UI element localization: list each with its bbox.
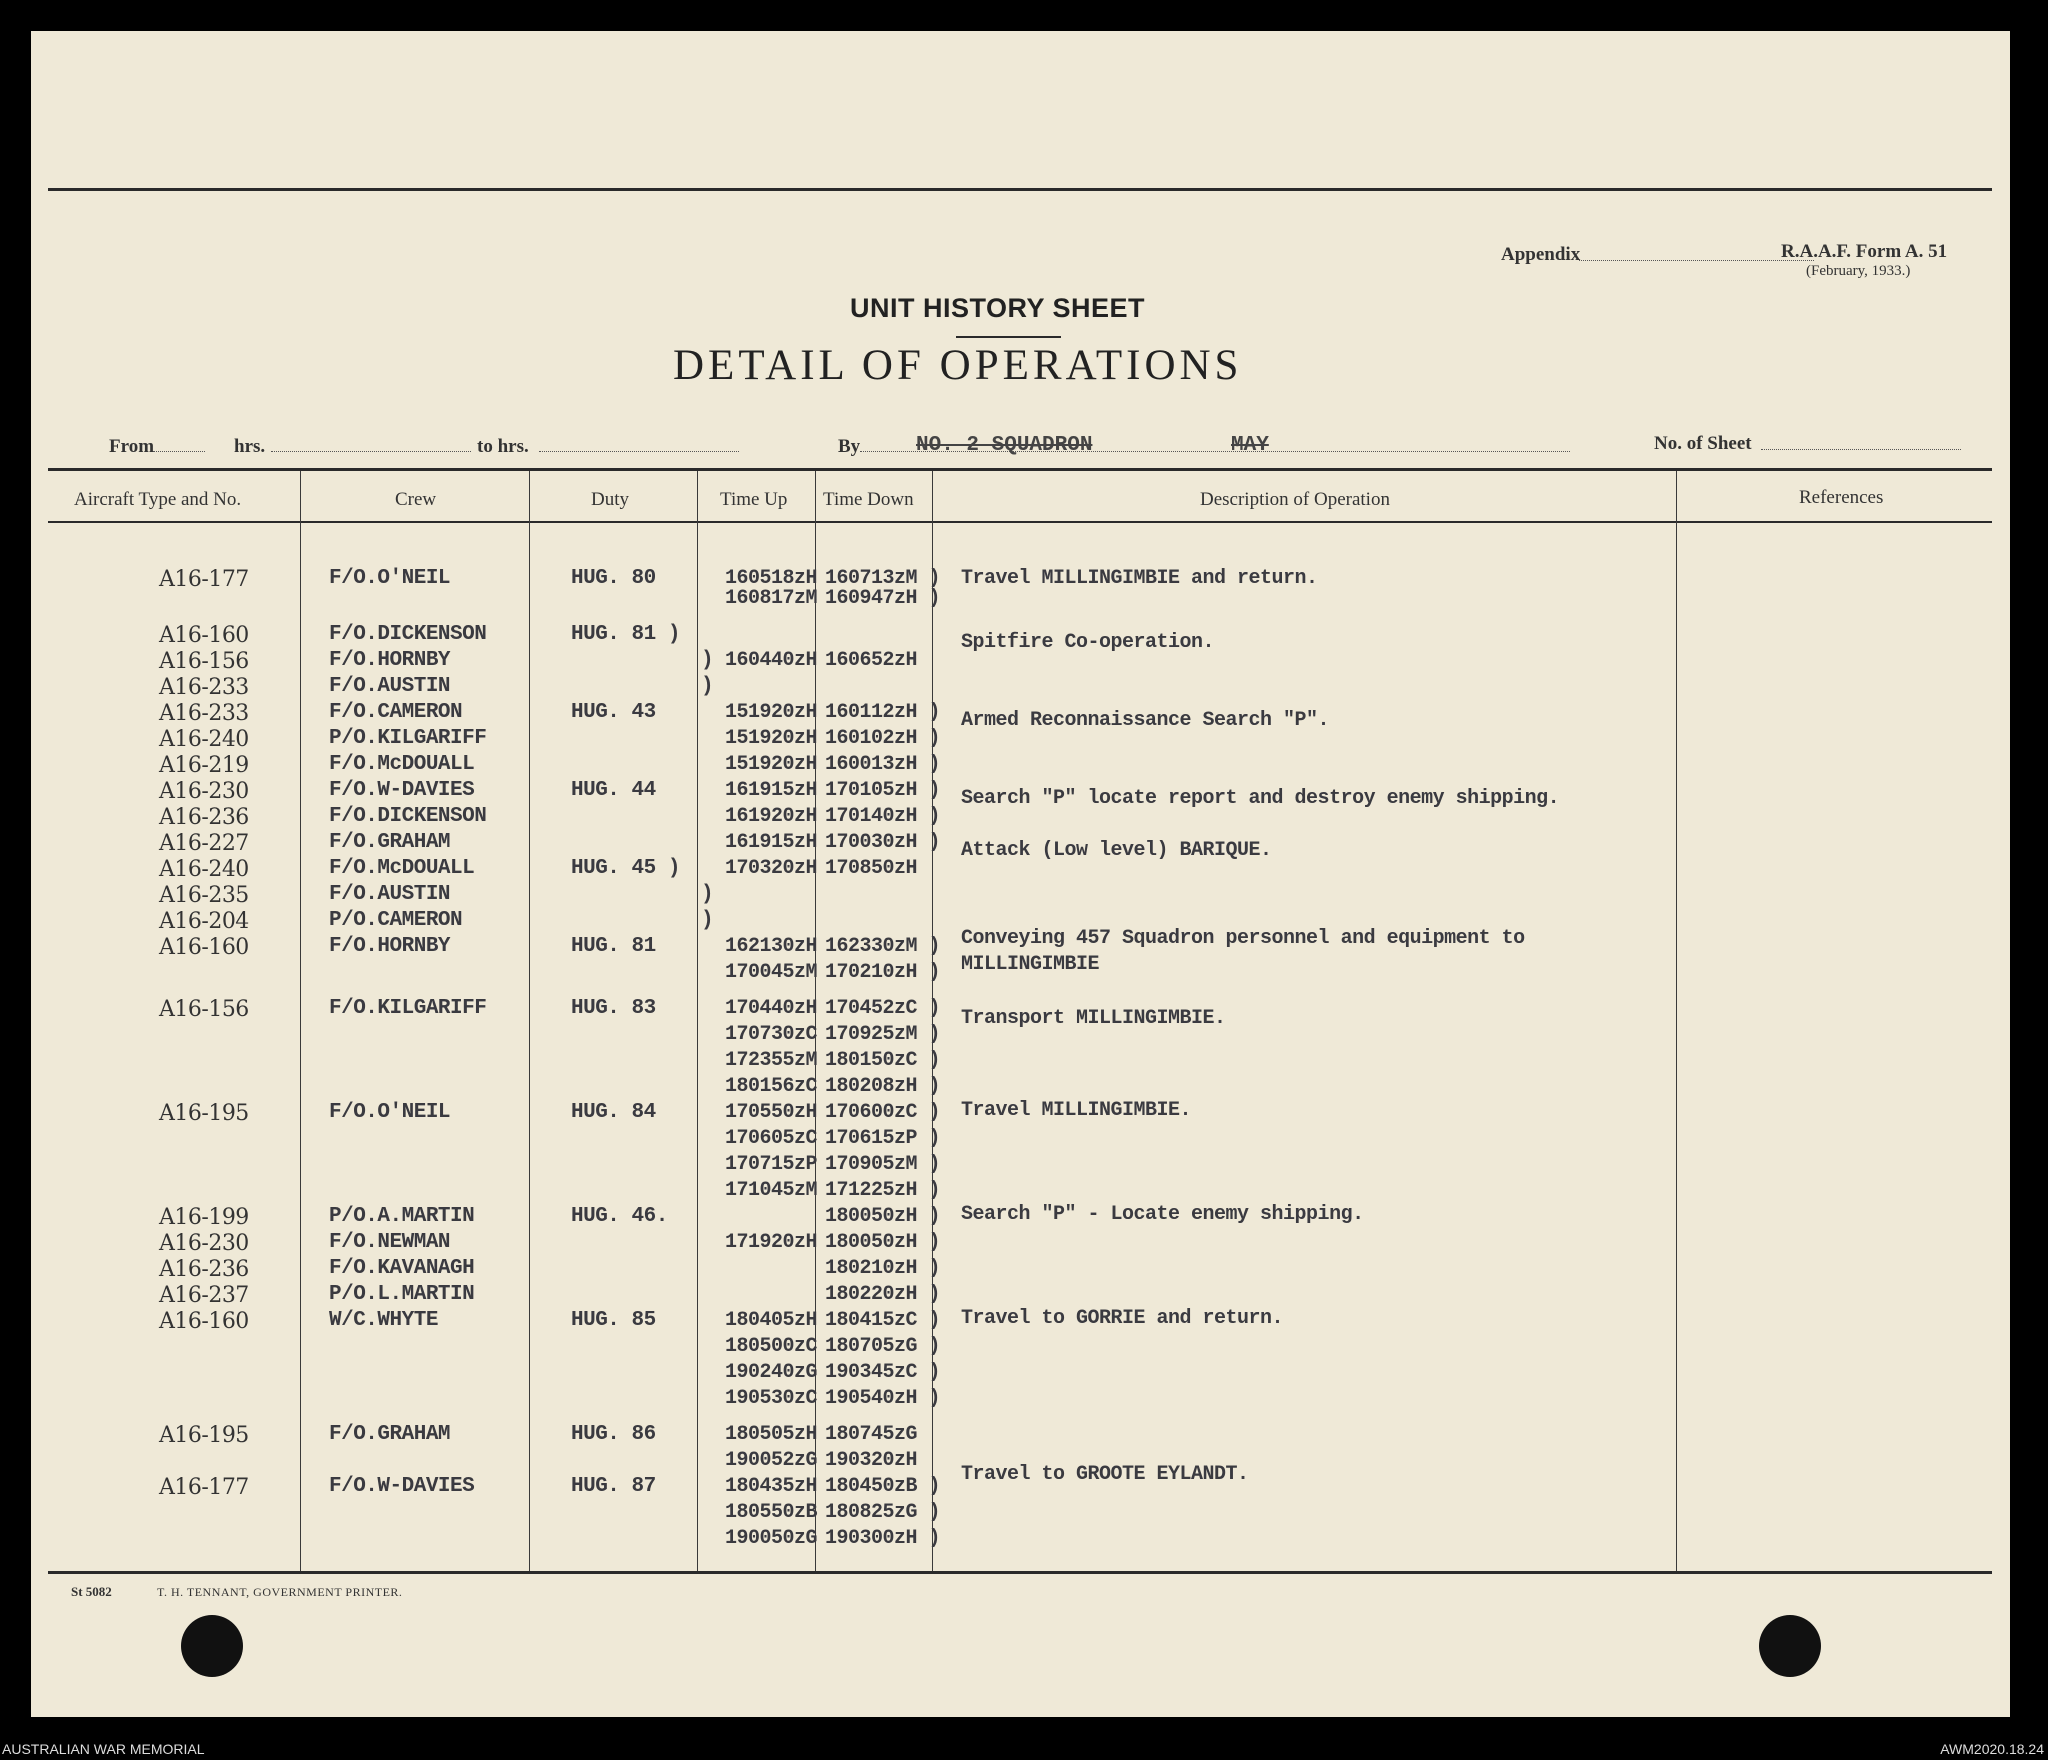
cell-duty: HUG. 83 (571, 997, 656, 1020)
page-title: UNIT HISTORY SHEET (850, 293, 1146, 323)
cell-time-down: 170140zH ) (825, 805, 941, 828)
cell-time-down: 180745zG (825, 1423, 918, 1446)
cell-time-down: 160013zH ) (825, 753, 941, 776)
cell-time-up: 160518zH (725, 567, 818, 590)
cell-time-down: 190345zC ) (825, 1361, 941, 1384)
cell-time-down: 180415zC ) (825, 1309, 941, 1332)
cell-aircraft: A16-233 (159, 675, 249, 700)
cell-time-down: 170615zP ) (825, 1127, 941, 1150)
cell-time-down: 160947zH ) (825, 587, 941, 610)
cell-time-up: 161915zH (725, 779, 818, 802)
cell-aircraft: A16-156 (159, 649, 249, 674)
cell-time-down: 171225zH ) (825, 1179, 941, 1202)
cell-time-down: 170210zH ) (825, 961, 941, 984)
cell-time-up: 180500zC (725, 1335, 818, 1358)
cell-time-up: 160817zM (725, 587, 818, 610)
col-divider-duty (529, 471, 530, 1571)
cell-time-up: 180156zC (725, 1075, 818, 1098)
cell-aircraft: A16-177 (159, 1475, 249, 1500)
cell-crew: F/O.GRAHAM (329, 1423, 451, 1446)
document-sheet (31, 31, 2010, 1717)
description-7: MILLINGIMBIE (961, 953, 1100, 976)
to-date-field (539, 451, 739, 452)
cell-time-up: 170715zP (725, 1153, 818, 1176)
cell-crew: F/O.GRAHAM (329, 831, 451, 854)
cell-time-up: 180435zH (725, 1475, 818, 1498)
cell-time-up: 180550zB (725, 1501, 818, 1524)
cell-crew: F/O.AUSTIN (329, 675, 451, 698)
cell-time-up: 151920zH (725, 727, 818, 750)
form-date: (February, 1933.) (1806, 263, 1911, 279)
appendix-label: Appendix (1501, 244, 1581, 265)
cell-time-up: 171045zM (725, 1179, 818, 1202)
from-field (153, 451, 205, 452)
cell-time-down: 180208zH ) (825, 1075, 941, 1098)
cell-aircraft: A16-240 (159, 857, 249, 882)
cell-time-up: 170045zM (725, 961, 818, 984)
cell-time-up: 151920zH (725, 701, 818, 724)
cell-time-down: 180150zC ) (825, 1049, 941, 1072)
cell-time-up: 180505zH (725, 1423, 818, 1446)
cell-aircraft: A16-219 (159, 753, 249, 778)
cell-time-up: 161920zH (725, 805, 818, 828)
cell-time-down: 190540zH ) (825, 1387, 941, 1410)
cell-crew: F/O.NEWMAN (329, 1231, 451, 1254)
cell-aircraft: A16-236 (159, 805, 249, 830)
cell-time-down: 170850zH (825, 857, 918, 880)
cell-crew: P/O.A.MARTIN (329, 1205, 475, 1228)
cell-crew: F/O.KILGARIFF (329, 997, 487, 1020)
cell-time-up: 190240zG (725, 1361, 818, 1384)
cell-time-down: 180450zB ) (825, 1475, 941, 1498)
cell-time-down: 160713zM ) (825, 567, 941, 590)
description-4: Search "P" locate report and destroy enemy shipping. (961, 787, 1560, 810)
cell-time-down: 180210zH ) (825, 1257, 941, 1280)
sheet-number-field (1761, 449, 1961, 450)
cell-aircraft: A16-177 (159, 567, 249, 592)
description-10: Search "P" - Locate enemy shipping. (961, 1203, 1364, 1226)
cell-time-down: 160112zH ) (825, 701, 941, 724)
cell-time-down: 180050zH ) (825, 1205, 941, 1228)
col-header-duty: Duty (591, 489, 629, 510)
cell-duty: ) (701, 649, 714, 672)
cell-time-down: 170030zH ) (825, 831, 941, 854)
cell-time-up: 161915zH (725, 831, 818, 854)
printer-code: St 5082 (71, 1584, 112, 1599)
table-top-rule (48, 468, 1992, 471)
hrs-label: hrs. (234, 436, 266, 457)
cell-crew: F/O.KAVANAGH (329, 1257, 475, 1280)
description-11: Travel to GORRIE and return. (961, 1307, 1284, 1330)
cell-duty: HUG. 45 ) (571, 857, 680, 880)
cell-time-down: 170105zH ) (825, 779, 941, 802)
cell-aircraft: A16-233 (159, 701, 249, 726)
cell-time-up: 170730zC (725, 1023, 818, 1046)
cell-duty: HUG. 46. (571, 1205, 668, 1228)
cell-aircraft: A16-156 (159, 997, 249, 1022)
cell-time-down: 160102zH ) (825, 727, 941, 750)
table-bottom-rule (48, 1571, 1992, 1574)
cell-crew: F/O.O'NEIL (329, 1101, 451, 1124)
cell-aircraft: A16-236 (159, 1257, 249, 1282)
to-hrs-label: to hrs. (477, 436, 529, 457)
cell-time-down: 180705zG ) (825, 1335, 941, 1358)
cell-time-up: 180405zH (725, 1309, 818, 1332)
description-3: Armed Reconnaissance Search "P". (961, 709, 1330, 732)
punch-hole-left (181, 1615, 243, 1677)
cell-duty: HUG. 81 ) (571, 623, 680, 646)
cell-aircraft: A16-199 (159, 1205, 249, 1230)
cell-aircraft: A16-204 (159, 909, 249, 934)
by-squadron: NO. 2 SQUADRON (916, 434, 1093, 457)
cell-aircraft: A16-160 (159, 935, 249, 960)
cell-aircraft: A16-227 (159, 831, 249, 856)
cell-time-up: 170550zH (725, 1101, 818, 1124)
cell-duty: HUG. 85 (571, 1309, 656, 1332)
cell-time-down: 170452zC ) (825, 997, 941, 1020)
page-subtitle: DETAIL OF OPERATIONS (673, 342, 1243, 389)
by-label: By (838, 436, 861, 457)
description-9: Travel MILLINGIMBIE. (961, 1099, 1192, 1122)
cell-duty: HUG. 81 (571, 935, 656, 958)
cell-time-down: 170925zM ) (825, 1023, 941, 1046)
cell-crew: F/O.McDOUALL (329, 857, 475, 880)
cell-duty: HUG. 86 (571, 1423, 656, 1446)
cell-duty: HUG. 87 (571, 1475, 656, 1498)
printer-name: T. H. TENNANT, GOVERNMENT PRINTER. (157, 1585, 403, 1599)
cell-duty: HUG. 84 (571, 1101, 656, 1124)
appendix-line (1579, 260, 1814, 261)
col-divider-crew (300, 471, 301, 1571)
archive-credit-left: AUSTRALIAN WAR MEMORIAL (2, 1741, 205, 1757)
description-8: Transport MILLINGIMBIE. (961, 1007, 1226, 1030)
title-underline (956, 336, 1061, 338)
cell-time-down: 190320zH (825, 1449, 918, 1472)
cell-crew: F/O.McDOUALL (329, 753, 475, 776)
cell-aircraft: A16-195 (159, 1423, 249, 1448)
cell-crew: F/O.O'NEIL (329, 567, 451, 590)
cell-aircraft: A16-160 (159, 1309, 249, 1334)
top-rule (48, 188, 1992, 191)
col-header-crew: Crew (395, 489, 437, 510)
col-header-aircraft: Aircraft Type and No. (74, 489, 242, 510)
cell-crew: P/O.L.MARTIN (329, 1283, 475, 1306)
form-name: R.A.A.F. Form A. 51 (1781, 241, 1948, 262)
cell-crew: F/O.HORNBY (329, 935, 451, 958)
cell-duty: HUG. 80 (571, 567, 656, 590)
cell-crew: W/C.WHYTE (329, 1309, 438, 1332)
cell-duty: ) (701, 909, 714, 932)
cell-time-up: 151920zH (725, 753, 818, 776)
cell-time-down: 180220zH ) (825, 1283, 941, 1306)
cell-duty: ) (701, 883, 714, 906)
cell-aircraft: A16-240 (159, 727, 249, 752)
from-date-field (271, 451, 471, 452)
cell-time-up: 190530zC (725, 1387, 818, 1410)
description-2: Spitfire Co-operation. (961, 631, 1215, 654)
col-header-references: References (1799, 487, 1884, 508)
cell-aircraft: A16-160 (159, 623, 249, 648)
description-5: Attack (Low level) BARIQUE. (961, 839, 1272, 862)
cell-duty: HUG. 43 (571, 701, 656, 724)
cell-time-down: 180825zG ) (825, 1501, 941, 1524)
cell-crew: P/O.CAMERON (329, 909, 463, 932)
by-month: MAY (1231, 434, 1269, 457)
cell-aircraft: A16-235 (159, 883, 249, 908)
cell-crew: F/O.HORNBY (329, 649, 451, 672)
col-header-description: Description of Operation (1200, 489, 1390, 510)
cell-aircraft: A16-195 (159, 1101, 249, 1126)
cell-aircraft: A16-237 (159, 1283, 249, 1308)
archive-reference-right: AWM2020.18.24 (1940, 1741, 2044, 1757)
cell-time-down: 162330zM ) (825, 935, 941, 958)
cell-duty: HUG. 44 (571, 779, 656, 802)
cell-aircraft: A16-230 (159, 1231, 249, 1256)
from-label: From (109, 436, 155, 457)
description-1: Travel MILLINGIMBIE and return. (961, 567, 1318, 590)
cell-time-down: 160652zH (825, 649, 918, 672)
cell-crew: F/O.AUSTIN (329, 883, 451, 906)
cell-time-down: 190300zH ) (825, 1527, 941, 1550)
cell-time-up: 170440zH (725, 997, 818, 1020)
cell-crew: F/O.W-DAVIES (329, 1475, 475, 1498)
col-divider-references (1676, 471, 1677, 1571)
cell-time-up: 170605zC (725, 1127, 818, 1150)
cell-time-up: 170320zH (725, 857, 818, 880)
cell-time-up: 162130zH (725, 935, 818, 958)
sheet-number-label: No. of Sheet (1654, 433, 1752, 454)
punch-hole-right (1759, 1615, 1821, 1677)
cell-time-down: 170600zC ) (825, 1101, 941, 1124)
cell-time-up: 172355zM (725, 1049, 818, 1072)
cell-duty: ) (701, 675, 714, 698)
cell-crew: F/O.DICKENSON (329, 623, 487, 646)
cell-crew: P/O.KILGARIFF (329, 727, 487, 750)
cell-aircraft: A16-230 (159, 779, 249, 804)
description-6: Conveying 457 Squadron personnel and equipment to (961, 927, 1525, 950)
cell-time-up: 190052zG (725, 1449, 818, 1472)
cell-time-up: 190050zG (725, 1527, 818, 1550)
cell-crew: F/O.DICKENSON (329, 805, 487, 828)
cell-time-up: 160440zH (725, 649, 818, 672)
cell-crew: F/O.W-DAVIES (329, 779, 475, 802)
description-12: Travel to GROOTE EYLANDT. (961, 1463, 1249, 1486)
cell-time-down: 180050zH ) (825, 1231, 941, 1254)
cell-time-down: 170905zM ) (825, 1153, 941, 1176)
col-divider-time-up (697, 471, 698, 1571)
col-header-time-up: Time Up (720, 489, 788, 510)
cell-crew: F/O.CAMERON (329, 701, 463, 724)
header-bottom-rule (48, 521, 1992, 523)
col-header-time-down: Time Down (823, 489, 914, 510)
cell-time-up: 171920zH (725, 1231, 818, 1254)
